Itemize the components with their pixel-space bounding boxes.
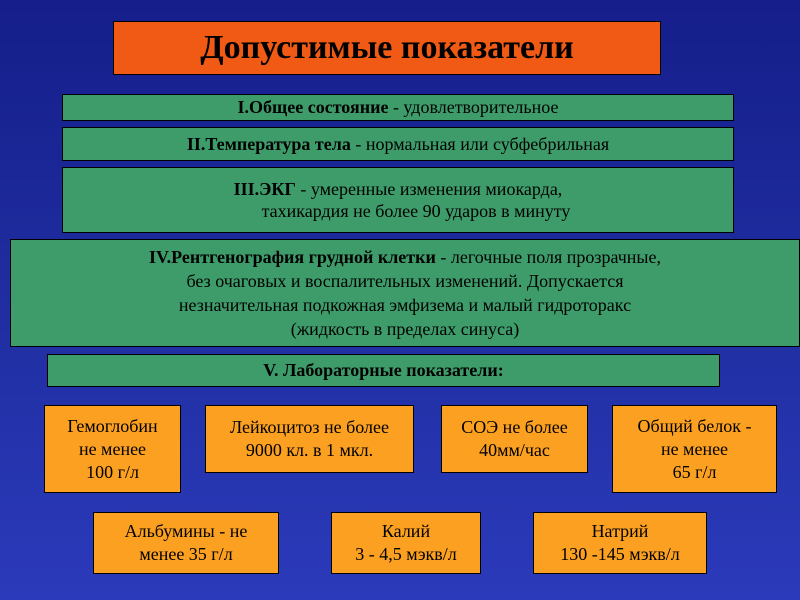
lab-hemoglobin: Гемоглобин не менее 100 г/л (44, 405, 181, 493)
lab-albumin: Альбумины - не менее 35 г/л (93, 512, 279, 574)
criterion-label: III.ЭКГ (233, 179, 296, 199)
page-title (113, 21, 661, 75)
criterion-chest-xray (10, 239, 800, 347)
criterion-label: IV.Рентгенография грудной клетки (148, 247, 436, 267)
lab-header (47, 354, 720, 387)
criterion-text-line2: без очаговых и воспалительных изменений. Допускается (186, 271, 624, 291)
criterion-text: - легочные поля прозрачные, (435, 247, 662, 267)
criterion-text-line4: (жидкость в пределах синуса) (290, 319, 520, 339)
criterion-label: I.Общее состояние (237, 97, 389, 117)
lab-potassium: Калий 3 - 4,5 мэкв/л (331, 512, 481, 574)
criterion-label: II.Температура тела (186, 133, 351, 154)
criterion-general-state (62, 94, 734, 121)
criterion-text: - умеренные изменения миокарда, (295, 179, 563, 199)
criterion-body-temperature (62, 127, 734, 161)
criterion-text: - нормальная или субфебрильная (350, 133, 610, 154)
lab-header-text: V. Лабораторные показатели: (263, 360, 504, 380)
criterion-text: - удовлетворительное (388, 97, 559, 117)
page-title-text: Допустимые показатели (200, 29, 574, 66)
lab-esr: СОЭ не более 40мм/час (441, 405, 588, 473)
criterion-text-line3: незначительная подкожная эмфизема и малый гидроторакс (178, 295, 632, 315)
criterion-ecg (62, 167, 734, 233)
criterion-text-line2: тахикардия не более 90 ударов в минуту (261, 201, 571, 221)
lab-sodium: Натрий 130 -145 мэкв/л (533, 512, 707, 574)
lab-total-protein: Общий белок - не менее 65 г/л (612, 405, 777, 493)
lab-leukocytosis: Лейкоцитоз не более 9000 кл. в 1 мкл. (205, 405, 414, 473)
